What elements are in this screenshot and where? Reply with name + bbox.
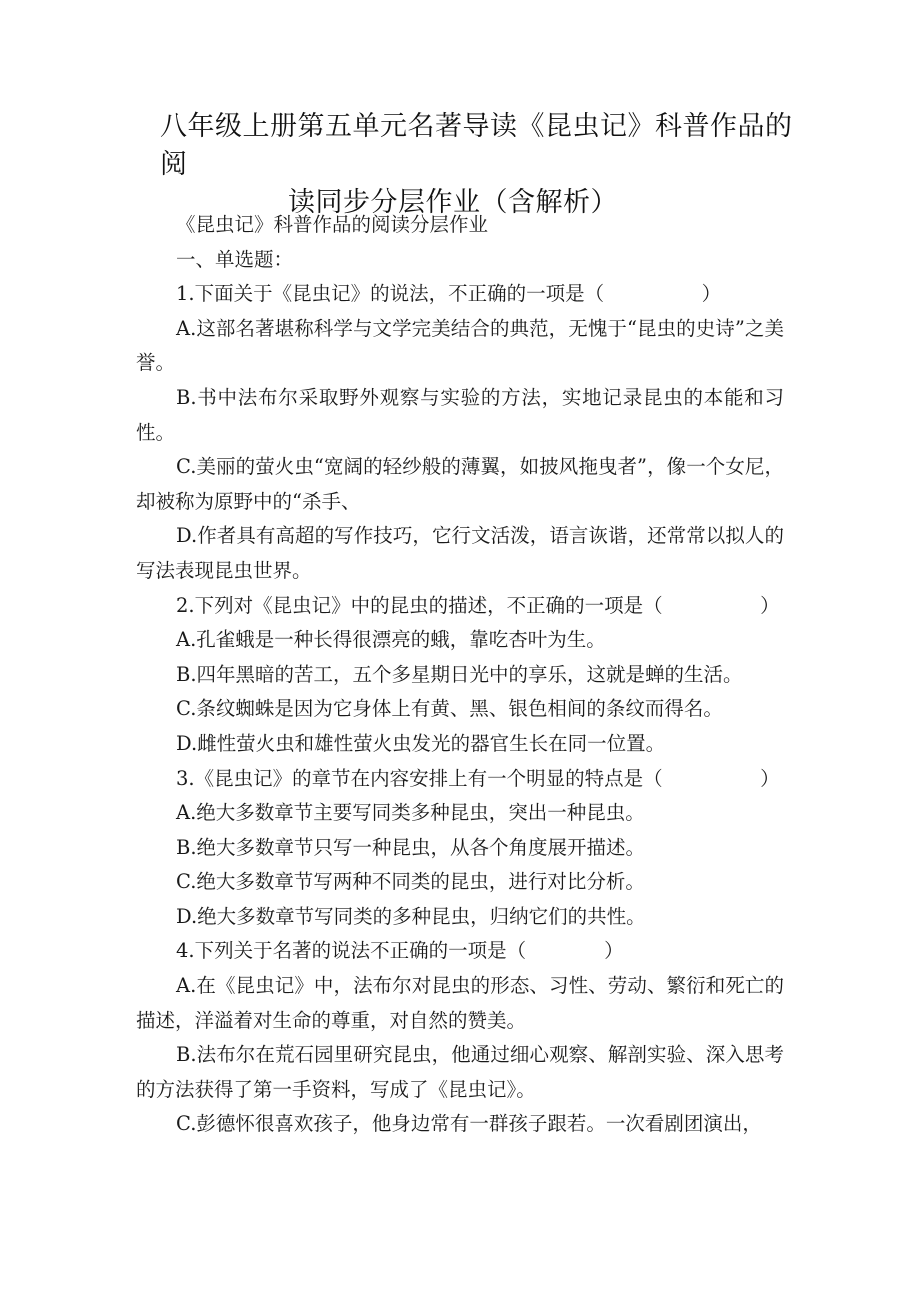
question-1-option-a: A.这部名著堪称科学与文学完美结合的典范，无愧于“昆虫的史诗”之美誉。 (136, 316, 784, 375)
question-2-option-a: A.孔雀蛾是一种长得很漂亮的蛾，靠吃杏叶为生。 (176, 628, 606, 652)
document-body (136, 208, 784, 1142)
question-1-option-b: B.书中法布尔采取野外观察与实验的方法，实地记录昆虫的本能和习性。 (136, 385, 784, 444)
document-title (160, 108, 800, 222)
question-1-option-d: D.作者具有高超的写作技巧，它行文活泼，语言诙谐，还常常以拟人的写法表现昆虫世界。 (136, 524, 784, 582)
question-4: 4.下列关于名著的说法不正确的一项是（ ） (176, 939, 624, 963)
question-4-option-c: C.彭德怀很喜欢孩子，他身边常有一群孩子跟若。一次看剧团演出， (176, 1112, 762, 1136)
question-2: 2.下列对《昆虫记》中的昆虫的描述，不正确的一项是（ ） (176, 593, 780, 617)
question-3: 3.《昆虫记》的章节在内容安排上有一个明显的特点是（ ） (176, 766, 780, 790)
title-line-2: 读同步分层作业（含解析） (288, 187, 618, 218)
question-2-option-c: C.条纹蜘蛛是因为它身体上有黄、黑、银色相间的条纹而得名。 (176, 697, 723, 721)
question-4-option-a: A.在《昆虫记》中，法布尔对昆虫的形态、习性、劳动、繁衍和死亡的描述，洋溢着对生命的尊重，对自然的赞美。 (136, 974, 784, 1032)
question-3-option-a: A.绝大多数章节主要写同类多种昆虫，突出一种昆虫。 (176, 801, 645, 825)
question-3-option-b: B.绝大多数章节只写一种昆虫，从各个角度展开描述。 (176, 835, 646, 859)
question-3-option-d: D.绝大多数章节写同类的多种昆虫，归纳它们的共性。 (176, 904, 646, 928)
question-type-heading: 一、单选题： (176, 247, 294, 271)
question-1: 1.下面关于《昆虫记》的说法，不正确的一项是（ ） (176, 282, 722, 306)
section-heading: 《昆虫记》科普作品的阅读分层作业 (176, 213, 489, 236)
question-2-option-d: D.雌性萤火虫和雄性萤火虫发光的器官生长在同一位置。 (176, 731, 666, 755)
title-line-1: 八年级上册第五单元名著导读《昆虫记》科普作品的阅 (160, 111, 793, 180)
question-4-option-b: B.法布尔在荒石园里研究昆虫，他通过细心观察、解剖实验、深入思考的方法获得了第一手资料，写成了《昆虫记》。 (136, 1043, 784, 1101)
question-2-option-b: B.四年黑暗的苦工，五个多星期日光中的享乐，这就是蝉的生活。 (176, 662, 743, 686)
question-1-option-c: C.美丽的萤火虫“宽阔的轻纱般的薄翼，如披风拖曳者”，像一个女尼，却被称为原野中的“杀手、 (136, 455, 784, 513)
question-3-option-c: C.绝大多数章节写两种不同类的昆虫，进行对比分析。 (176, 870, 645, 894)
